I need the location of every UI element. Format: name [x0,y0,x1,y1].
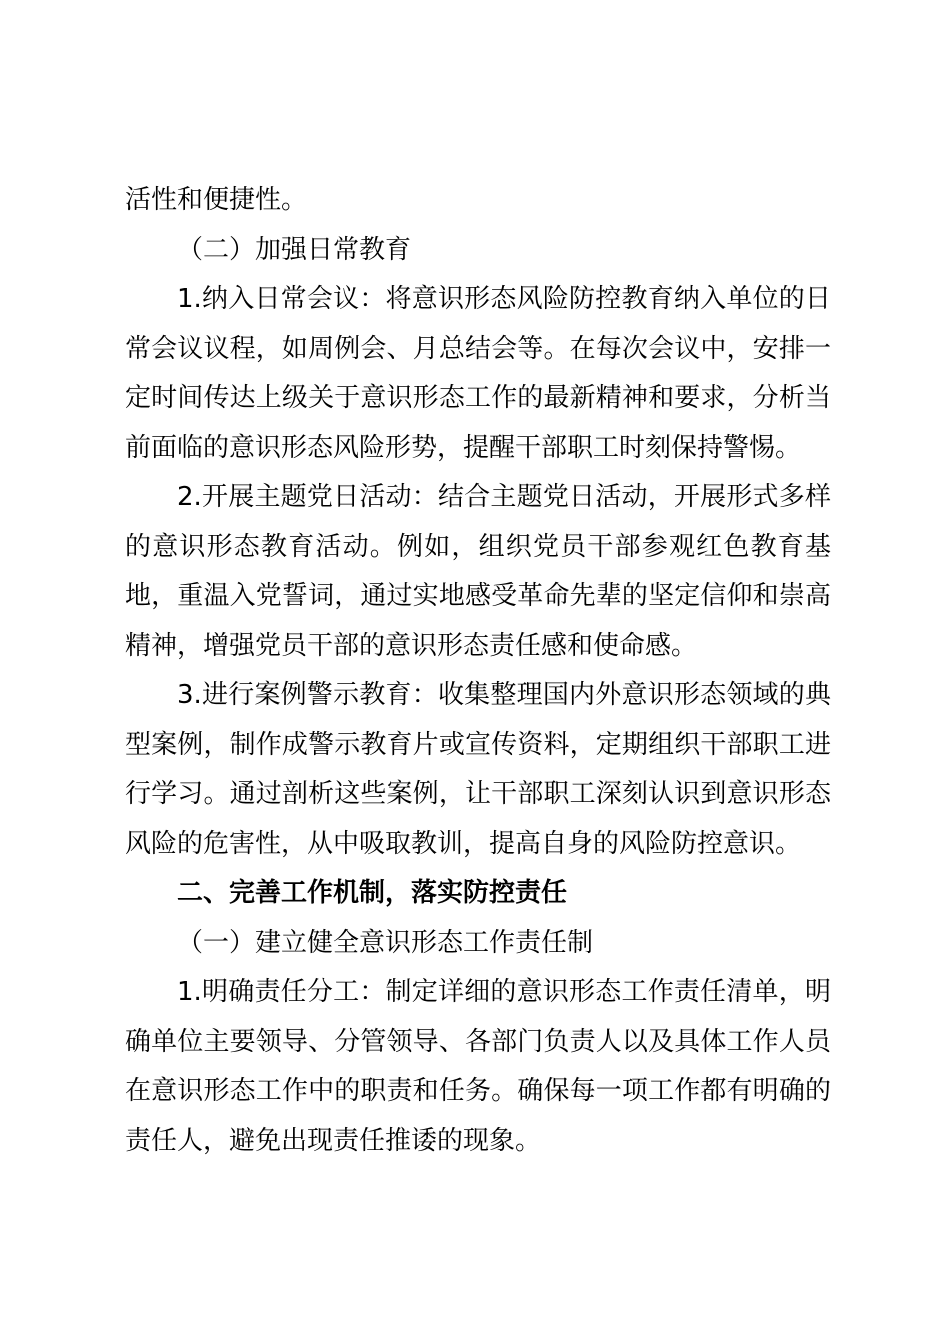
paragraph-item-1-daily-meetings: 1.纳入日常会议：将意识形态风险防控教育纳入单位的日常会议议程，如周例会、月总结会等。在每次会议中，安排一定时间传达上级关于意识形态工作的最新精神和要求，分析当前面临的意识形态风险形势，提醒干部职工时刻保持警惕。 [125,284,831,463]
paragraph-item-3-case-warning-education: 3.进行案例警示教育：收集整理国内外意识形态领域的典型案例，制作成警示教育片或宣传资料，定期组织干部职工进行学习。通过剖析这些案例，让干部职工深刻认识到意识形态风险的危害性，从中吸取教训，提高自身的风险防控意识。 [125,680,831,859]
heading-section-1-responsibility-system: （一）建立健全意识形态工作责任制 [177,927,594,958]
heading-part-2-work-mechanism: 二、完善工作机制，落实防控责任 [177,878,568,908]
document-content [125,176,831,1166]
paragraph-continuation: 活性和便捷性。 [125,185,308,215]
heading-section-2-daily-education: （二）加强日常教育 [177,234,412,265]
paragraph-item-1-clear-responsibility: 1.明确责任分工：制定详细的意识形态工作责任清单，明确单位主要领导、分管领导、各部门负责人以及具体工作人员在意识形态工作中的职责和任务。确保每一项工作都有明确的责任人，避免出现责任推诿的现象。 [125,977,831,1156]
paragraph-item-2-party-day-activities: 2.开展主题党日活动：结合主题党日活动，开展形式多样的意识形态教育活动。例如，组织党员干部参观红色教育基地，重温入党誓词，通过实地感受革命先辈的坚定信仰和崇高精神，增强党员干部的意识形态责任感和使命感。 [125,482,831,661]
